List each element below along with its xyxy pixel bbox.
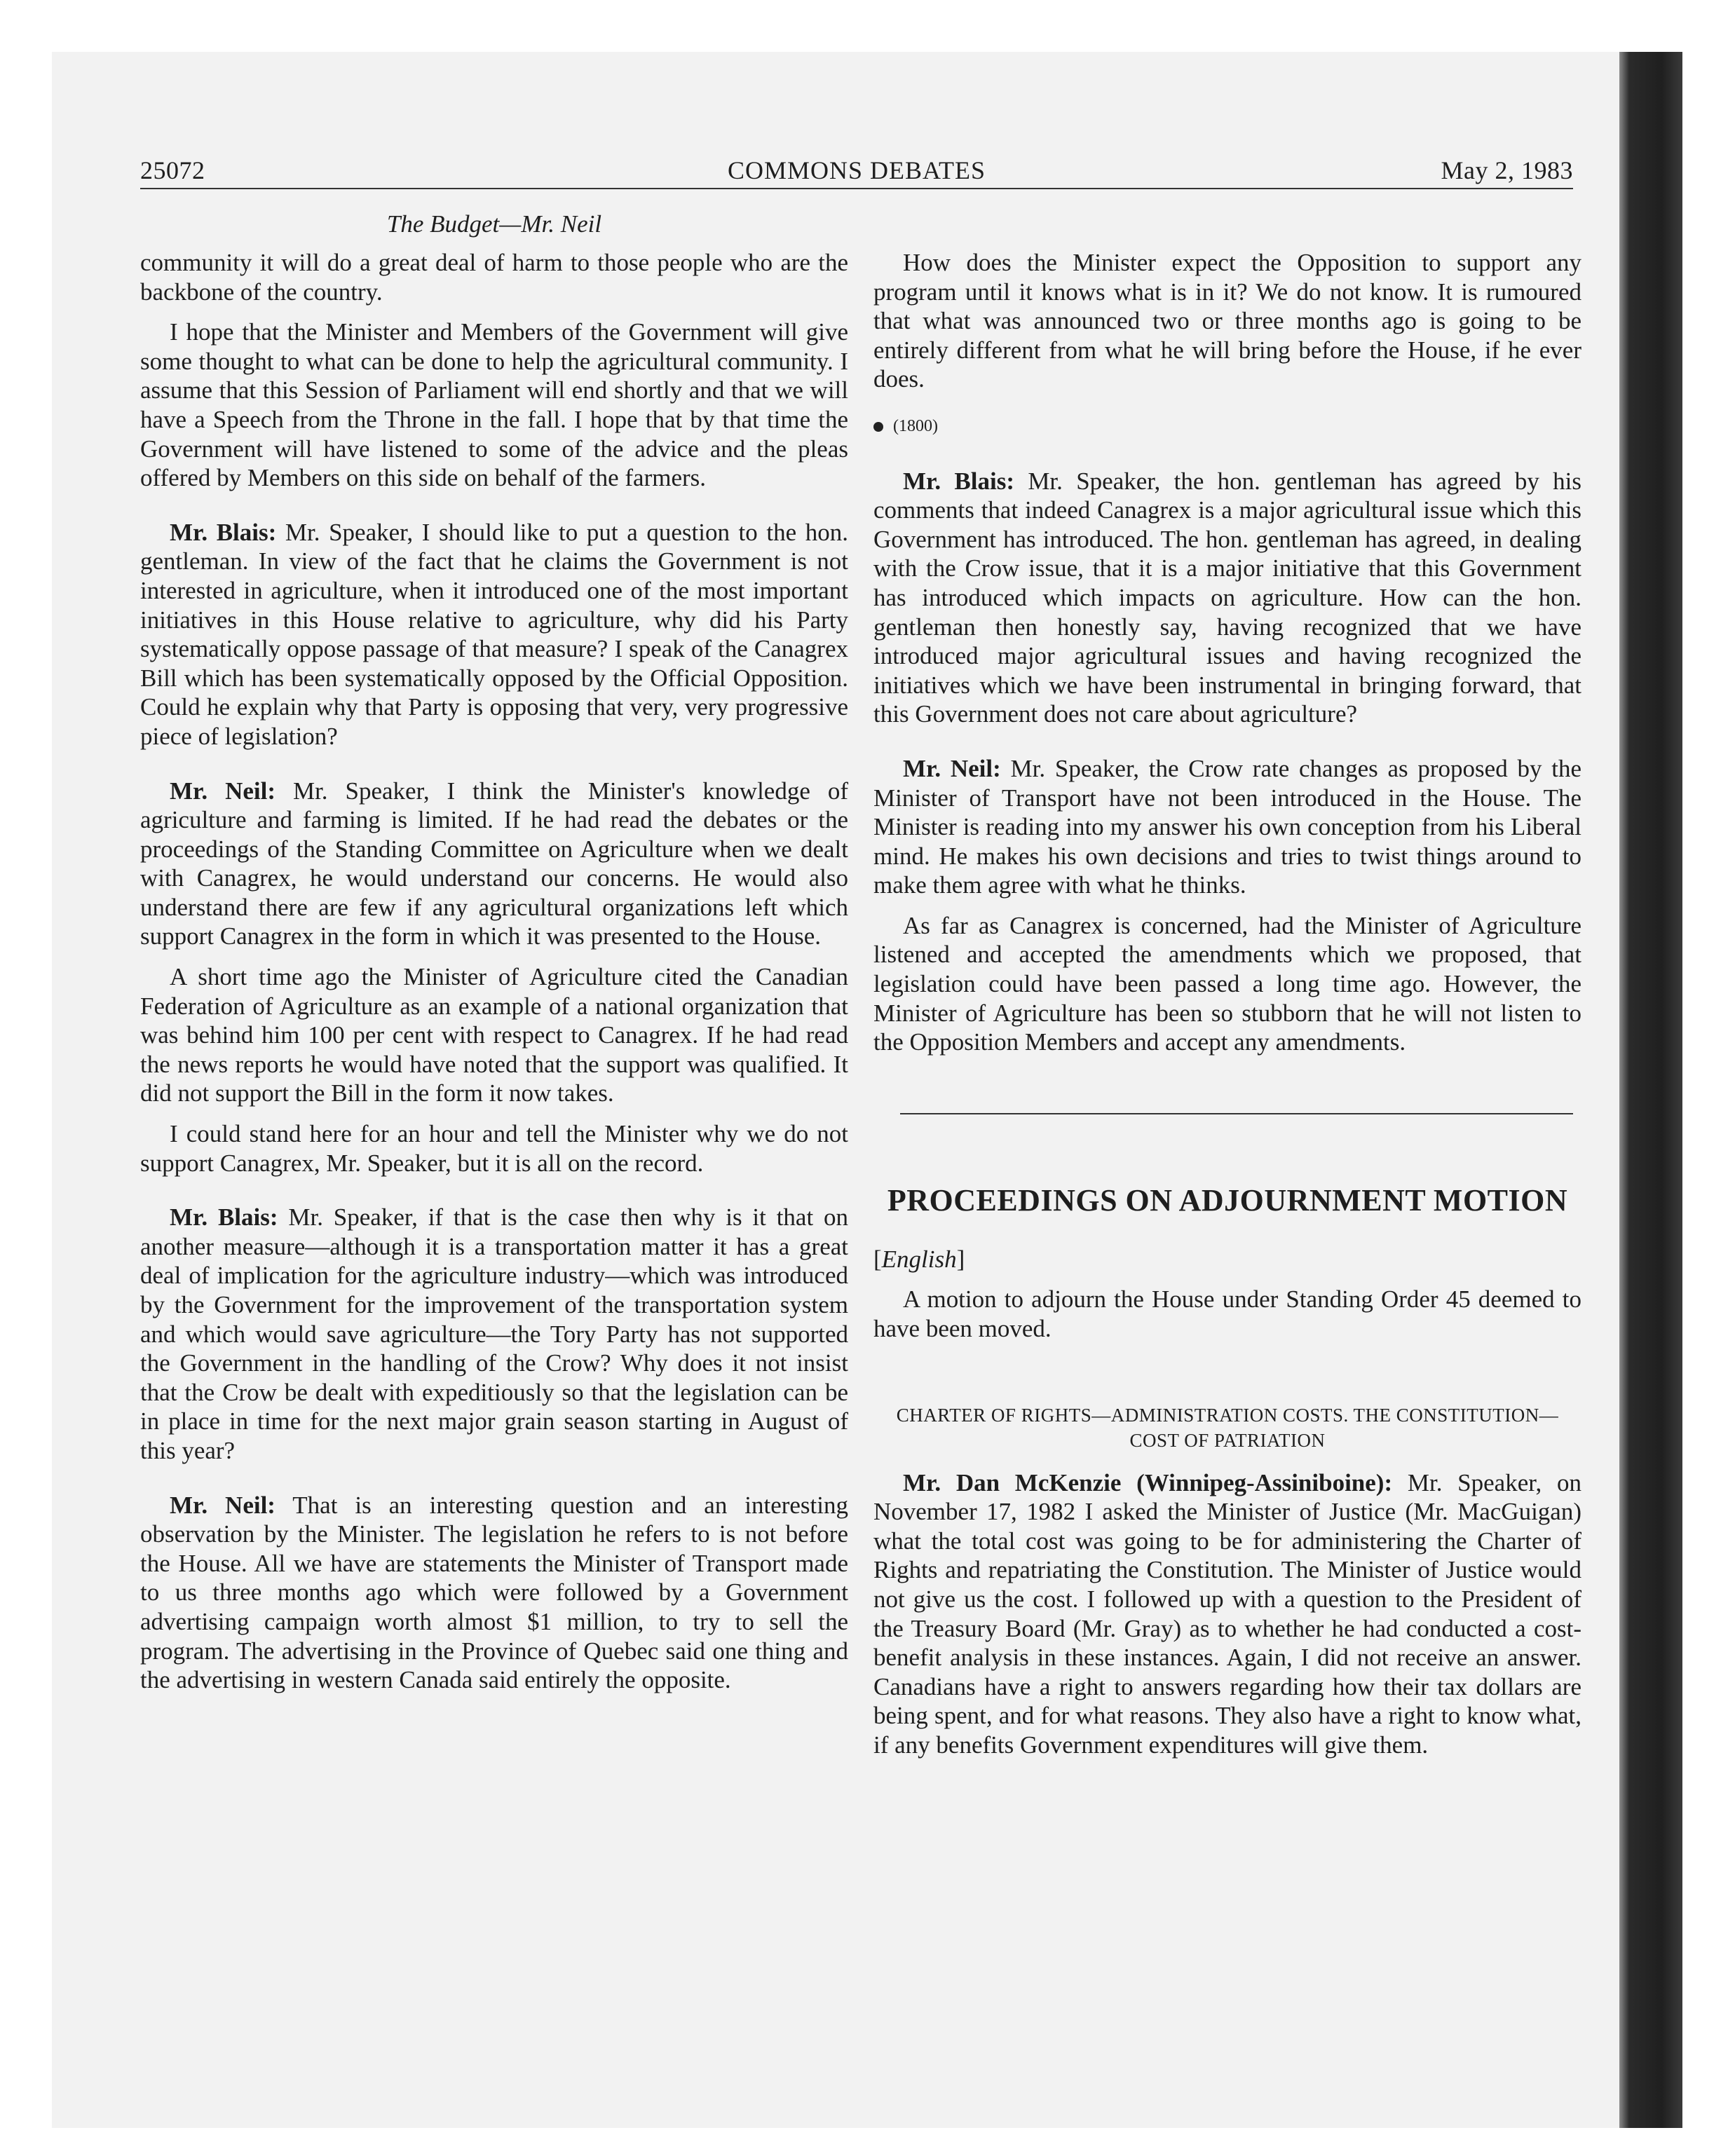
- language-marker: [English]: [873, 1245, 965, 1273]
- speaker-name: Mr. Blais:: [170, 1203, 278, 1231]
- paragraph: How does the Minister expect the Opposition to support any program until it knows what is in it? We do not know. It is rumoured that what was announced two or three months ago is going to be entirely different from what he will bring before the House, if he ever does.: [873, 249, 1581, 393]
- speaker-name: Mr. Neil:: [170, 1491, 275, 1519]
- speech-paragraph: Mr. Blais: Mr. Speaker, the hon. gentleman has agreed by his comments that indeed Canagrex is a major agricultural issue which this Government has introduced. The hon. gentleman has agreed, in dealing with the Crow issue, that it is a major initiative that this Government has introduced which impacts on agriculture. How can the hon. gentleman then honestly say, having recognized that we have introduced major agricultural issues and having recognized the initiatives which we have been instrumental in bringing forward, that this Government does not care about agriculture?: [873, 467, 1581, 728]
- page-header: [140, 156, 1573, 188]
- speaker-name: Mr. Dan McKenzie (Winnipeg-Assiniboine):: [903, 1468, 1393, 1496]
- speech-paragraph: Mr. Blais: Mr. Speaker, I should like to put a question to the hon. gentleman. In view of the fact that he claims the Government is not interested in agriculture, when it introduced one of the most important initiatives in this House relative to agriculture, why did his Party systematically oppose passage of that measure? I speak of the Canagrex Bill which has been systematically opposed by the Official Opposition. Could he explain why that Party is opposing that very, very progressive piece of legislation?: [140, 518, 848, 750]
- bullet-icon: [873, 422, 883, 432]
- section-heading: PROCEEDINGS ON ADJOURNMENT MOTION: [887, 1182, 1568, 1217]
- speech-paragraph: Mr. Neil: That is an interesting question and an interesting observation by the Minister. The legislation he refers to is not before the House. All we have are statements the Minister of Transport made to us three months ago which were followed by a Government advertising campaign worth almost $1 million, to try to sell the program. The advertising in the Province of Quebec said one thing and the advertising in western Canada said entirely the opposite.: [140, 1491, 848, 1694]
- scan-edge-shadow: [1619, 52, 1682, 2128]
- paragraph: community it will do a great deal of harm to those people who are the backbone of the country.: [140, 249, 848, 306]
- speech-paragraph: Mr. Neil: Mr. Speaker, the Crow rate changes as proposed by the Minister of Transport have not been introduced in the House. The Minister is reading into my answer his own conception from his Liberal mind. He makes his own decisions and tries to twist things around to make them agree with what he thinks.: [873, 754, 1581, 899]
- speaker-name: Mr. Neil:: [903, 754, 1001, 782]
- speech-paragraph: Mr. Blais: Mr. Speaker, if that is the case then why is it that on another measure—although it is a transportation matter it has a great deal of implication for the agriculture industry—which was introduced by the Government for the improvement of the transportation system and which would save agriculture—the Tory Party has not supported the Government in the handling of the Crow? Why does it not insist that the Crow be dealt with expeditiously so that the legislation can be in place in time for the next major grain season starting in August of this year?: [140, 1203, 849, 1464]
- publication-title: COMMONS DEBATES: [727, 156, 986, 184]
- speaker-name: Mr. Blais:: [170, 518, 277, 546]
- speaker-name: Mr. Neil:: [170, 777, 275, 805]
- page-number: 25072: [140, 156, 205, 184]
- speaker-name: Mr. Blais:: [903, 467, 1014, 495]
- header-rule: [140, 188, 1573, 189]
- publication-date: May 2, 1983: [1441, 156, 1573, 184]
- speech-paragraph: Mr. Dan McKenzie (Winnipeg-Assiniboine): Mr. Speaker, on November 17, 1982 I asked the Minister of Justice (Mr. MacGuigan) what the total cost was going to be for administering the Charter of Rights and repatriating the Constitution. The Minister of Justice would not give us the cost. I followed up with a question to the President of the Treasury Board (Mr. Gray) as to whether he had conducted a cost-benefit analysis in these instances. Again, I did not receive an answer. Canadians have a right to answers regarding how their tax dollars are being spent, and for what reasons. They also have a right to know what, if any benefits Government expenditures will give them.: [873, 1468, 1581, 1759]
- running-head: The Budget—Mr. Neil: [386, 210, 602, 238]
- paragraph: As far as Canagrex is concerned, had the Minister of Agriculture listened and accepted the amendments which we proposed, that legislation could have been passed a long time ago. However, the Minister of Agriculture has been so stubborn that he will not listen to the Opposition Members and accept any amendments.: [873, 911, 1581, 1056]
- section-divider: [900, 1113, 1573, 1114]
- time-marker: (1800): [873, 412, 1581, 442]
- paragraph: A short time ago the Minister of Agriculture cited the Canadian Federation of Agriculture as an example of a national organization that was behind him 100 per cent with respect to Canagrex. If he had read the news reports he would have noted that the support was qualified. It did not support the Bill in the form it now takes.: [140, 963, 848, 1107]
- debate-subheading: CHARTER OF RIGHTS—ADMINISTRATION COSTS. THE CONSTITUTION—COST OF PATRIATION: [896, 1404, 1559, 1451]
- speech-paragraph: Mr. Neil: Mr. Speaker, I think the Minister's knowledge of agriculture and farming is limited. If he had read the debates or the proceedings of the Standing Committee on Agriculture when we dealt with Canagrex, he would understand our concerns. He would also understand there are few if any agricultural organizations left which support Canagrex in the form in which it was presented to the House.: [140, 777, 848, 950]
- motion-paragraph: A motion to adjourn the House under Standing Order 45 deemed to have been moved.: [873, 1285, 1581, 1343]
- paragraph: I could stand here for an hour and tell the Minister why we do not support Canagrex, Mr. Speaker, but it is all on the record.: [140, 1120, 848, 1177]
- paragraph: I hope that the Minister and Members of the Government will give some thought to what can be done to help the agricultural community. I assume that this Session of Parliament will end shortly and that we will have a Speech from the Throne in the fall. I hope that by that time the Government will have listened to some of the advice and the pleas offered by Members on this side on behalf of the farmers.: [140, 318, 848, 492]
- right-column: [873, 248, 1581, 1771]
- left-column: [140, 248, 848, 1706]
